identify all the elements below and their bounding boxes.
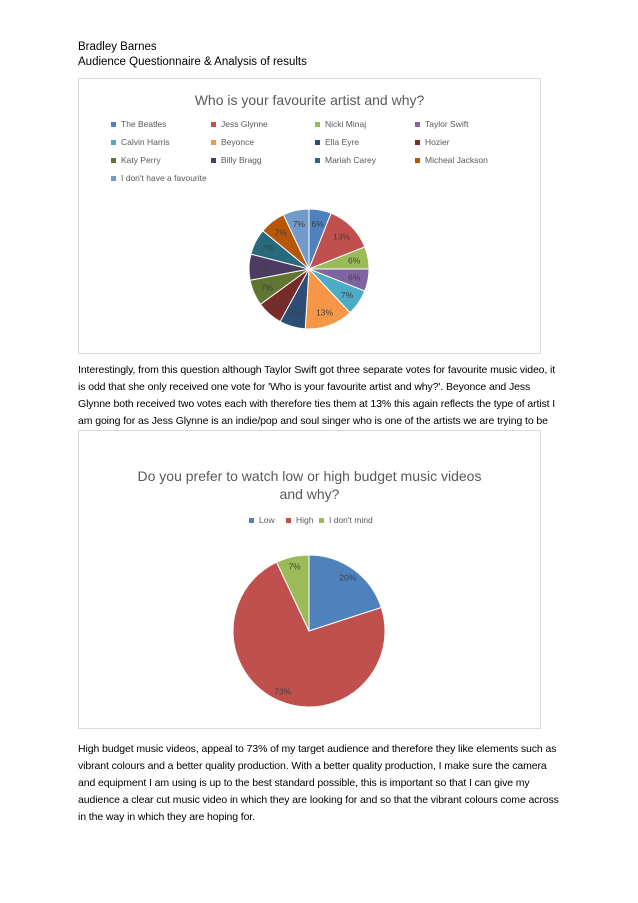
- legend-label: Ella Eyre: [325, 137, 360, 147]
- legend-label: High: [296, 515, 314, 525]
- legend-label: Taylor Swift: [425, 119, 469, 129]
- slice-data-label: 7%: [290, 308, 303, 319]
- slice-data-label: 7%: [272, 298, 285, 309]
- legend-label: Calvin Harris: [121, 137, 170, 147]
- pie-chart: [79, 79, 540, 353]
- slice-data-label: 6%: [311, 218, 324, 229]
- chart-title: Who is your favourite artist and why?: [194, 92, 425, 108]
- legend-label: Jess Glynne: [221, 119, 268, 129]
- legend-label: Hozier: [425, 137, 450, 147]
- slice-data-label: 7%: [288, 561, 301, 572]
- slice-data-label: 7%: [274, 227, 287, 238]
- legend-label: Katy Perry: [121, 155, 161, 165]
- slice-data-label: 6%: [348, 255, 361, 266]
- legend-label: Beyonce: [221, 137, 255, 147]
- slice-data-label: 7%: [261, 243, 275, 254]
- budget-preference-chart: [78, 430, 541, 729]
- legend-label: Mariah Carey: [325, 155, 377, 165]
- slice-data-label: 6%: [348, 272, 361, 283]
- slice-data-label: 20%: [339, 572, 357, 583]
- legend-label: Low: [259, 515, 275, 525]
- slice-data-label: 13%: [316, 307, 334, 318]
- slice-data-label: 7%: [292, 219, 306, 230]
- legend-label: The Beatles: [121, 119, 167, 129]
- slice-data-label: 7%: [340, 289, 354, 300]
- legend-label: Micheal Jackson: [425, 155, 488, 165]
- legend-label: Nicki Minaj: [325, 119, 367, 129]
- pie-chart: [79, 431, 540, 728]
- favourite-artist-chart: [78, 78, 541, 354]
- chart-title-line-2: and why?: [279, 486, 340, 502]
- analysis-paragraph-2: High budget music videos, appeal to 73% of my target audience and therefore they like elements such as vibrant colours and a better quality production. With a better quality production, I make sure the camera and equipment I am using is up to the best standard possible, this is important so that I can give my audience a clear cut music video in which they are looking for and so that the vibrant colours come across in the way in which they are hoping for.: [78, 743, 559, 823]
- legend-label: I don't mind: [329, 515, 373, 525]
- slice-data-label: 7%: [260, 282, 273, 293]
- analysis-paragraph-1: Interestingly, from this question although Taylor Swift got three separate votes for favourite music video, it is odd that she only received one vote for 'Who is your favourite artist and why?'. Beyonce and Jess Glynne both received two votes each with therefore ties them at 13% this again reflects the type of artist I am going for as Jess Glynne is an indie/pop and soul singer who is one of the artists we are trying to be: [78, 364, 556, 427]
- author-name: Bradley Barnes: [78, 41, 157, 53]
- legend-label: Billy Bragg: [221, 155, 262, 165]
- document-subtitle: Audience Questionnaire & Analysis of results: [78, 56, 307, 68]
- legend-label: I don't have a favourite: [121, 173, 207, 183]
- slice-data-label: 73%: [274, 686, 292, 697]
- document-header: [78, 40, 307, 70]
- slice-data-label: 13%: [333, 231, 351, 242]
- chart-title-line-1: Do you prefer to watch low or high budget music videos: [137, 468, 482, 484]
- slice-data-label: 7%: [256, 262, 270, 273]
